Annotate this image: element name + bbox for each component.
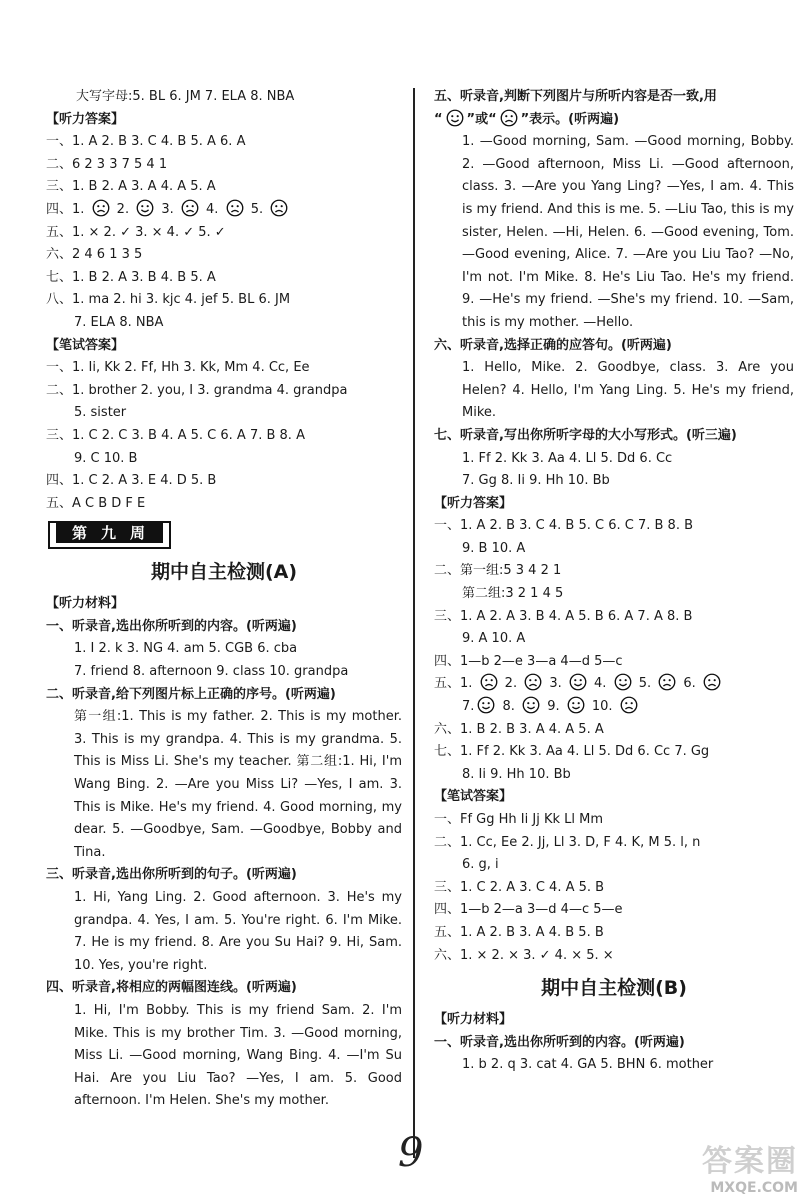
answer-line-faces: 五、1. 2. 3. 4. 5. 6. [434,673,794,696]
sad-face-icon [92,199,110,217]
section-heading: 一、听录音,选出你所听到的内容。(听两遍) [46,618,297,634]
section-heading: 三、听录音,选出你所听到的句子。(听两遍) [46,867,297,883]
answer-line: 9. C 10. B [74,450,138,466]
answer-line-faces: 7. 8. 9. 10. [434,696,794,719]
answer-line: 五、A C B D F E [46,495,146,511]
written-answers-heading: 【笔试答案】 [434,789,513,805]
answer-line: 六、1. B 2. B 3. A 4. A 5. A [434,721,604,737]
answer-line: 一、1. A 2. B 3. C 4. B 5. A 6. A [46,134,246,150]
sad-face-icon [226,199,244,217]
answer-line: 四、1—b 2—e 3—a 4—d 5—c [434,653,623,669]
happy-face-icon [136,199,154,217]
answer-line: 四、1. C 2. A 3. E 4. D 5. B [46,473,217,489]
answer-line: 二、第一组:5 3 4 2 1 [434,563,562,579]
happy-face-icon [567,696,585,714]
happy-face-icon [522,696,540,714]
listening-material-heading: 【听力材料】 [434,1012,513,1028]
section-text: 第一组:1. This is my father. 2. This is my mother. 3. This is my grandpa. 4. This is my grandma. 5. This is Miss Li. She's my teacher. 第二组:1. Hi, I'm Wang Bing. 2. —Are you Miss Li? —Yes, I am. 3. This is Mike. He's my friend. 4. Good morning, my dear. 5. —Goodbye, Sam. —Goodbye, Bobby and Tina. [74,709,402,860]
answer-line: 第二组:3 2 1 4 5 [462,586,564,602]
listening-material-heading: 【听力材料】 [46,596,125,612]
happy-face-icon [569,673,587,691]
answer-line: 8. Ii 9. Hh 10. Bb [462,766,571,782]
sad-face-icon [703,673,721,691]
section-heading: 五、听录音,判断下列图片与所听内容是否一致,用 [434,89,717,104]
section-text: 1. Hello, Mike. 2. Goodbye, class. 3. Are you Helen? 4. Hello, I'm Yang Ling. 5. He's my friend, Mike. [462,360,794,421]
answer-line: 七、1. B 2. A 3. B 4. B 5. A [46,269,216,285]
week-banner: 第九周 [48,521,171,549]
answer-line: 五、1. × 2. ✓ 3. × 4. ✓ 5. ✓ [46,224,226,240]
sad-face-icon [500,109,518,127]
answer-line: 一、1. A 2. B 3. C 4. B 5. C 6. C 7. B 8. B [434,518,694,534]
page-number: 9 [398,1130,424,1176]
sad-face-icon [658,673,676,691]
column-divider [413,88,415,1158]
answer-line: 八、1. ma 2. hi 3. kjc 4. jef 5. BL 6. JM [46,292,291,308]
face-line-prefix: 四、1. [46,201,85,217]
answer-line: 六、2 4 6 1 3 5 [46,247,143,263]
watermark-logo: 答案圈 MXQE.COM [702,1144,798,1196]
answer-line: 四、1—b 2—a 3—d 4—c 5—e [434,902,623,918]
sad-face-icon [524,673,542,691]
answer-line: 五、1. A 2. B 3. A 4. B 5. B [434,924,604,940]
happy-face-icon [446,109,464,127]
answer-line: 三、1. C 2. C 3. B 4. A 5. C 6. A 7. B 8. A [46,427,305,443]
answer-line: 5. sister [74,405,127,421]
answer-line: 7. friend 8. afternoon 9. class 10. grandpa [74,664,349,680]
answer-line: 9. A 10. A [462,631,526,647]
section-text: 1. Hi, Yang Ling. 2. Good afternoon. 3. He's my grandpa. 4. Yes, I am. 5. You're right. 6. I'm Mike. 7. He is my friend. 8. Are you Su Hai? 9. Hi, Sam. 10. Yes, you're right. [74,890,402,973]
answer-line: 7. ELA 8. NBA [74,314,164,330]
right-column [434,86,794,1077]
answer-line: 1. Ff 2. Kk 3. Aa 4. Ll 5. Dd 6. Cc [462,450,673,466]
written-answers-heading: 【笔试答案】 [46,337,125,353]
answer-line: 一、1. Ii, Kk 2. Ff, Hh 3. Kk, Mm 4. Cc, Ee [46,360,310,376]
sad-face-icon [270,199,288,217]
section-heading-faces: “ ”或“ ”表示。(听两遍) [434,109,794,132]
answer-line: 三、1. A 2. A 3. B 4. A 5. B 6. A 7. A 8. B [434,608,693,624]
section-heading: 二、听录音,给下列图片标上正确的序号。(听两遍) [46,686,336,702]
listening-answers-heading: 【听力答案】 [46,111,125,127]
answer-line: 三、1. B 2. A 3. A 4. A 5. A [46,179,216,195]
answer-line-faces: 四、1. 2. 3. 4. 5. [46,199,402,222]
answer-line: 1. I 2. k 3. NG 4. am 5. CGB 6. cba [74,641,298,657]
section-heading: 六、听录音,选择正确的应答句。(听两遍) [434,337,672,353]
answer-line: 二、1. brother 2. you, I 3. grandma 4. grandpa [46,382,348,398]
answer-line: 七、1. Ff 2. Kk 3. Aa 4. Ll 5. Dd 6. Cc 7. Gg [434,744,710,760]
section-text: 1. Hi, I'm Bobby. This is my friend Sam. 2. I'm Mike. This is my brother Tim. 3. —Good morning, Miss Li. —Good morning, Wang Bing. 4. —I'm Su Hai. Are you Liu Tao? —Yes, I am. 5. Good afternoon. I'm Helen. She's my mother. [74,1002,402,1109]
answer-line: 二、1. Cc, Ee 2. Jj, Ll 3. D, F 4. K, M 5. l, n [434,834,701,850]
test-title-a: 期中自主检测(A) [150,561,298,584]
happy-face-icon [614,673,632,691]
section-heading: 一、听录音,选出你所听到的内容。(听两遍) [434,1034,685,1050]
sad-face-icon [181,199,199,217]
uppercase-answers: 大写字母:5. BL 6. JM 7. ELA 8. NBA [76,89,295,104]
sad-face-icon [620,696,638,714]
answer-line: 一、Ff Gg Hh Ii Jj Kk Ll Mm [434,812,604,827]
answer-line: 二、6 2 3 3 7 5 4 1 [46,156,168,172]
left-column [46,86,402,1113]
happy-face-icon [477,696,495,714]
answer-line: 三、1. C 2. A 3. C 4. A 5. B [434,879,605,895]
answer-line: 6. g, i [462,857,499,873]
listening-answers-heading: 【听力答案】 [434,495,513,511]
answer-line: 7. Gg 8. Ii 9. Hh 10. Bb [462,473,610,489]
answer-line: 9. B 10. A [462,540,526,556]
section-heading: 四、听录音,将相应的两幅图连线。(听两遍) [46,980,297,996]
answer-line: 1. b 2. q 3. cat 4. GA 5. BHN 6. mother [462,1057,714,1073]
section-heading: 七、听录音,写出你所听字母的大小写形式。(听三遍) [434,427,737,443]
section-text: 1. —Good morning, Sam. —Good morning, Bobby. 2. —Good afternoon, Miss Li. —Good afternoon, class. 3. —Are you Yang Ling? —Yes, I am. 4. This is my friend. And this is me. 5. —Liu Tao, this is my sister, Helen. —Hi, Helen. 6. —Good evening, Tom. —Good evening, Alice. 7. —Are you Liu Tao? —No, I'm not. I'm Mike. 8. He's Liu Tao. He's my friend. 9. —He's my friend. —She's my friend. 10. —Sam, this is my mother. —Hello. [462,134,794,330]
test-title-b: 期中自主检测(B) [541,977,687,1000]
sad-face-icon [480,673,498,691]
answer-line: 六、1. × 2. × 3. ✓ 4. × 5. × [434,947,614,963]
